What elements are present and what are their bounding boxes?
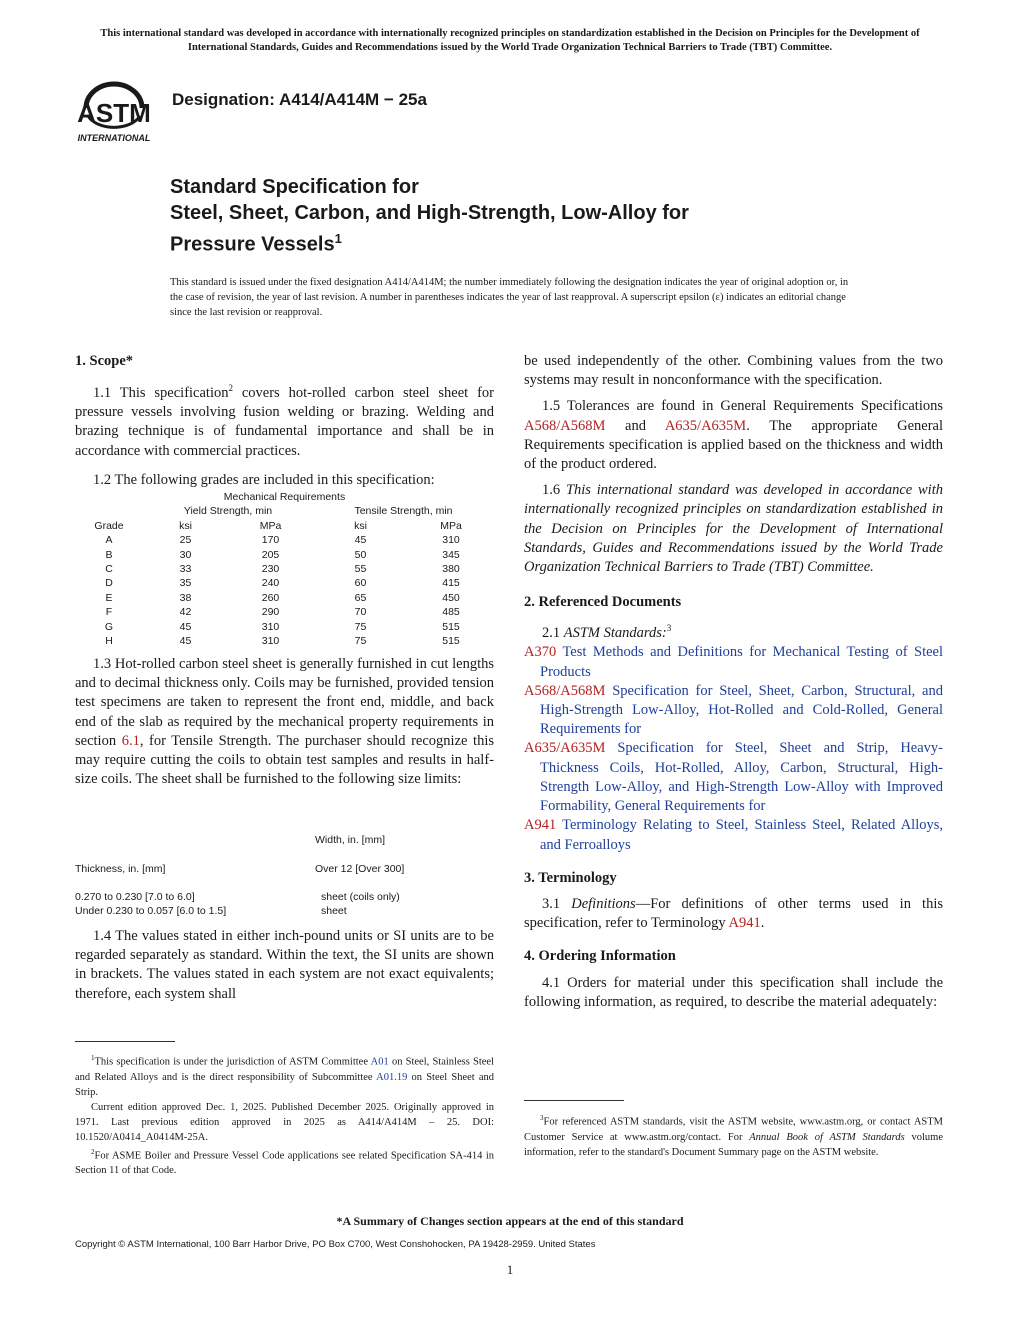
table-cell: 240 [261,577,280,590]
tensile-header: Tensile Strength, min [354,505,453,518]
para-1-3-text: 1.3 Hot-rolled carbon steel sheet is generally furnished in cut lengths and to decimal thickness only. Coils may be furnished, provided tension test specimens are taken to represent the front end, middle, and back end of the slab as required by the mechanical property requirements in section [75,656,494,749]
subcommittee-link-a01-19[interactable]: A01.19 [376,1071,408,1083]
table-cell: 170 [261,534,280,547]
reference-code-link[interactable]: A370 [524,644,557,661]
section-3-heading: 3. Terminology [524,869,617,886]
width-header: Width, in. [mm] [315,834,386,846]
size-row-1-value: sheet (coils only) [321,891,400,903]
table-cell: F [105,606,113,619]
para-3-1 [524,895,943,933]
table-cell: 50 [354,548,367,561]
para-1-5-text-b: and [605,417,665,434]
para-2-1 [524,619,943,643]
table-cell: 45 [179,635,192,648]
reference-title-link[interactable]: Specification for Steel, Sheet and Strip, Heavy-Thickness Coils, Hot-Rolled, Alloy, Carbon, Structural, High-Strength Low-Alloy, and High-Strength Low-Alloy with Improved Formability, General Requirements for [540,740,943,815]
para-1-2: 1.2 The following grades are included in this specification: [93,471,435,488]
footnote-1-mark: 1 [91,1054,95,1062]
table-cell: 38 [179,591,192,604]
ref-link-a941[interactable]: A941 [728,915,761,932]
table-row [75,605,494,619]
page-number: 1 [506,1262,514,1277]
table-cell: 25 [179,534,192,547]
right-footnotes [524,1111,943,1160]
footnote-2-mark: 2 [91,1147,95,1156]
reference-code-link[interactable]: A635/A635M [524,740,606,757]
table-cell: 515 [442,635,460,648]
para-1-5-text: 1.5 Tolerances are found in General Requirements Specifications [542,398,943,415]
para-1-4: 1.4 The values stated in either inch-pound units or SI units are to be regarded separately as standard. Within the text, the SI units are shown in brackets. The values stated in each system are not exact equivalents; therefore, each system shall [75,928,494,1002]
referenced-documents-list [524,643,943,854]
table-cell: 290 [261,606,280,619]
table-cell: 75 [354,635,367,648]
footnote-ref-2: 2 [228,383,233,394]
reference-item [524,739,943,816]
table-cell: 450 [442,591,460,604]
footnote-3-text: For referenced ASTM standards, visit the ASTM website, www.astm.org, or contact ASTM Customer Service at www.astm.org/contact. For [524,1116,943,1143]
table-cell: B [105,548,113,561]
size-row-2-value: sheet [321,905,347,917]
ksi-header: ksi [354,519,367,532]
table-cell: 310 [442,534,460,547]
reference-code-link[interactable]: A941 [524,817,557,834]
para-2-1-label: ASTM Standards: [563,625,667,642]
ref-link-a635[interactable]: A635/A635M [664,417,747,434]
para-1-4-continued: be used independently of the other. Combining values from the two systems may result in nonconformance with the specification. [524,353,943,389]
over-header: Over 12 [Over 300] [315,863,405,875]
table-cell: 30 [179,548,192,561]
table-cell: 415 [442,577,460,590]
table-cell: H [105,635,113,648]
yield-header: Yield Strength, min [183,505,273,518]
para-3-1-end: . [760,915,765,932]
footnote-1 [75,1051,494,1100]
table-cell: 33 [179,563,192,576]
logo-letters: ASTM [77,98,151,128]
para-3-1-label: Definitions [571,895,636,912]
reference-title-link[interactable]: Test Methods and Definitions for Mechanical Testing of Steel Products [540,644,943,680]
left-column-cont [75,655,494,789]
left-footnotes [75,1051,494,1178]
table-cell: 45 [179,620,192,633]
para-1-6-text: This international standard was developed in accordance with internationally recognized principles on standardization established in the Decision on Principles for the Development of International Standards, Guides and Recommendations issued by the World Trade Organization Technical Barriers to Trade (TBT) Committee. [524,482,943,576]
para-1-6 [524,481,943,577]
para-1-1-text: 1.1 This specification [93,385,229,402]
reference-title-link[interactable]: Terminology Relating to Steel, Stainless Steel, Related Alloys, and Ferroalloys [540,817,943,853]
table-row [75,620,494,634]
astm-logo [72,78,162,146]
footnote-2-text: For ASME Boiler and Pressure Vessel Code applications see related Specification SA-414 in Section 11 of that Code. [75,1150,494,1176]
table-cell: 55 [354,563,367,576]
wto-notice: This international standard was developed in accordance with internationally recognized principles on standardization established in the Decision on Principles for the Development of International Standards, Guides and Recommendations issued by the World Trade Organization Technical Barriers to Trade (TBT) Committee. [100,28,920,53]
left-column-para-1-4 [75,927,494,1004]
table-cell: 515 [442,620,460,633]
designation: Designation: A414/A414M − 25a [172,90,427,109]
table-cell: 310 [261,635,280,648]
ref-link-a568[interactable]: A568/A568M [524,417,606,434]
reference-title-link[interactable]: Specification for Steel, Sheet, Carbon, Structural, and High-Strength Low-Alloy, Hot-Rolled and Cold-Rolled, General Requirements for [540,682,943,738]
committee-link-a01[interactable]: A01 [370,1056,389,1068]
table-cell: G [104,620,114,633]
footnote-rule [75,1041,175,1042]
thickness-header: Thickness, in. [mm] [75,863,166,875]
footnote-3-book: Annual Book of ASTM Standards [749,1131,905,1143]
table-cell: A [105,534,113,547]
logo-subtext: INTERNATIONAL [77,133,151,143]
table-cell: 70 [354,606,367,619]
table-cell: 380 [442,563,460,576]
table-cell: 260 [261,591,280,604]
reference-item [524,816,943,854]
table-row [75,533,494,547]
title-line-2: Steel, Sheet, Carbon, and High-Strength, Low-Alloy for [170,202,689,224]
reference-item [524,682,943,740]
footnote-2 [75,1145,494,1179]
reference-item [524,643,943,681]
title-footnote-mark: 1 [334,231,342,246]
table-cell: 345 [442,548,460,561]
table-cell: C [105,563,113,576]
footnote-1-text-c: on Steel Sheet and Strip. [75,1071,495,1098]
table-cell: E [105,591,113,604]
mpa-header: MPa [440,519,462,532]
footnote-3 [524,1111,943,1160]
section-2-heading: 2. Referenced Documents [524,594,682,611]
para-1-3-text-b: , for Tensile Strength. The purchaser should recognize this may require cutting the coils to obtain test samples and results in half-size coils. The sheet shall be furnished to the following size limits: [75,732,494,788]
para-1-6-number: 1.6 [542,482,566,499]
title-line-3 [170,226,689,258]
footnote-ref-3: 3 [666,623,672,634]
table-row [75,591,494,605]
section-4-heading: 4. Ordering Information [524,948,676,965]
table-cell: 230 [261,563,280,576]
footnote-1-edition: Current edition approved Dec. 1, 2025. Published December 2025. Originally approved in 1971. Last previous edition approved in 2025 as A414/A414M – 25. DOI: 10.1520/A0414_A0414M-25A. [75,1101,494,1143]
standard-issue-note: This standard is issued under the fixed designation A414/A414M; the number immediately following the designation indicates the year of original adoption or, in the case of revision, the year of last revision. A number in parentheses indicates the year of last reapproval. A superscript epsilon (ε) indicates an editorial change since the last revision or reapproval. [170,277,849,318]
para-1-1-text-b: covers hot-rolled carbon steel sheet for pressure vessels involving fusion welding or brazing. Welding and brazing technique is of fundamental importance and shall be in accordance with commercial practices. [75,385,494,459]
para-1-1 [75,379,494,461]
table-caption: Mechanical Requirements [223,491,346,503]
size-row-1-thickness: 0.270 to 0.230 [7.0 to 6.0] [75,891,195,903]
table-cell: 310 [261,620,280,633]
table-row [75,548,494,562]
para-1-5-text-c: . The appropriate General Requirements specification is applied based on the thickness and width of the product ordered. [524,417,943,473]
para-3-1-text: —For definitions of other terms used in this specification, refer to Terminology [524,895,943,932]
section-1-heading: 1. Scope* [75,353,133,369]
mpa-header: MPa [259,519,282,532]
table-cell: 42 [179,606,192,619]
copyright: Copyright © ASTM International, 100 Barr Harbor Drive, PO Box C700, West Conshohocken, PA 19428-2959. United States [75,1239,596,1250]
table-cell: 205 [261,548,280,561]
title-line-3-text: Pressure Vessels [170,233,335,256]
table-row [75,576,494,590]
astm-logo-mark [72,78,162,146]
para-2-1-number: 2.1 [542,625,564,642]
table-cell: 75 [354,620,367,633]
table-row [75,634,494,648]
footnote-1-text-b: on Steel, Stainless Steel and Related Alloys and is the direct responsibility of Subcommittee [75,1056,494,1083]
para-3-1-number: 3.1 [542,895,572,912]
ksi-header: ksi [179,519,192,532]
left-column [75,352,494,490]
table-cell: 35 [179,577,192,590]
section-link-6-1[interactable]: 6.1 [121,732,140,749]
para-4-1: 4.1 Orders for material under this specification shall include the following information, as required, to describe the material adequately: [524,974,943,1010]
size-limits-table [75,833,494,923]
table-row [75,562,494,576]
table-cell: 485 [442,606,460,619]
grade-header: Grade [94,519,124,532]
footnote-rule-right [524,1100,624,1101]
mechanical-requirements-table [75,490,494,648]
para-1-3 [75,655,494,789]
reference-code-link[interactable]: A568/A568M [524,682,606,699]
table-cell: 65 [354,591,367,604]
table-cell: 45 [354,534,367,547]
table-cell: D [105,577,113,590]
summary-of-changes-note: *A Summary of Changes section appears at the end of this standard [336,1214,684,1228]
table-cell: 60 [354,577,367,590]
title-line-1: Standard Specification for [170,176,419,198]
footnote-1-text: This specification is under the jurisdiction of ASTM Committee [94,1056,371,1068]
footnote-3-mark: 3 [540,1114,544,1122]
document-title [170,174,689,258]
para-1-5 [524,397,943,474]
footnote-3-text-b: volume information, refer to the standard's Document Summary page on the ASTM website. [524,1131,943,1158]
right-column [524,352,943,1012]
size-row-2-thickness: Under 0.230 to 0.057 [6.0 to 1.5] [75,905,227,917]
table-body [75,533,494,648]
